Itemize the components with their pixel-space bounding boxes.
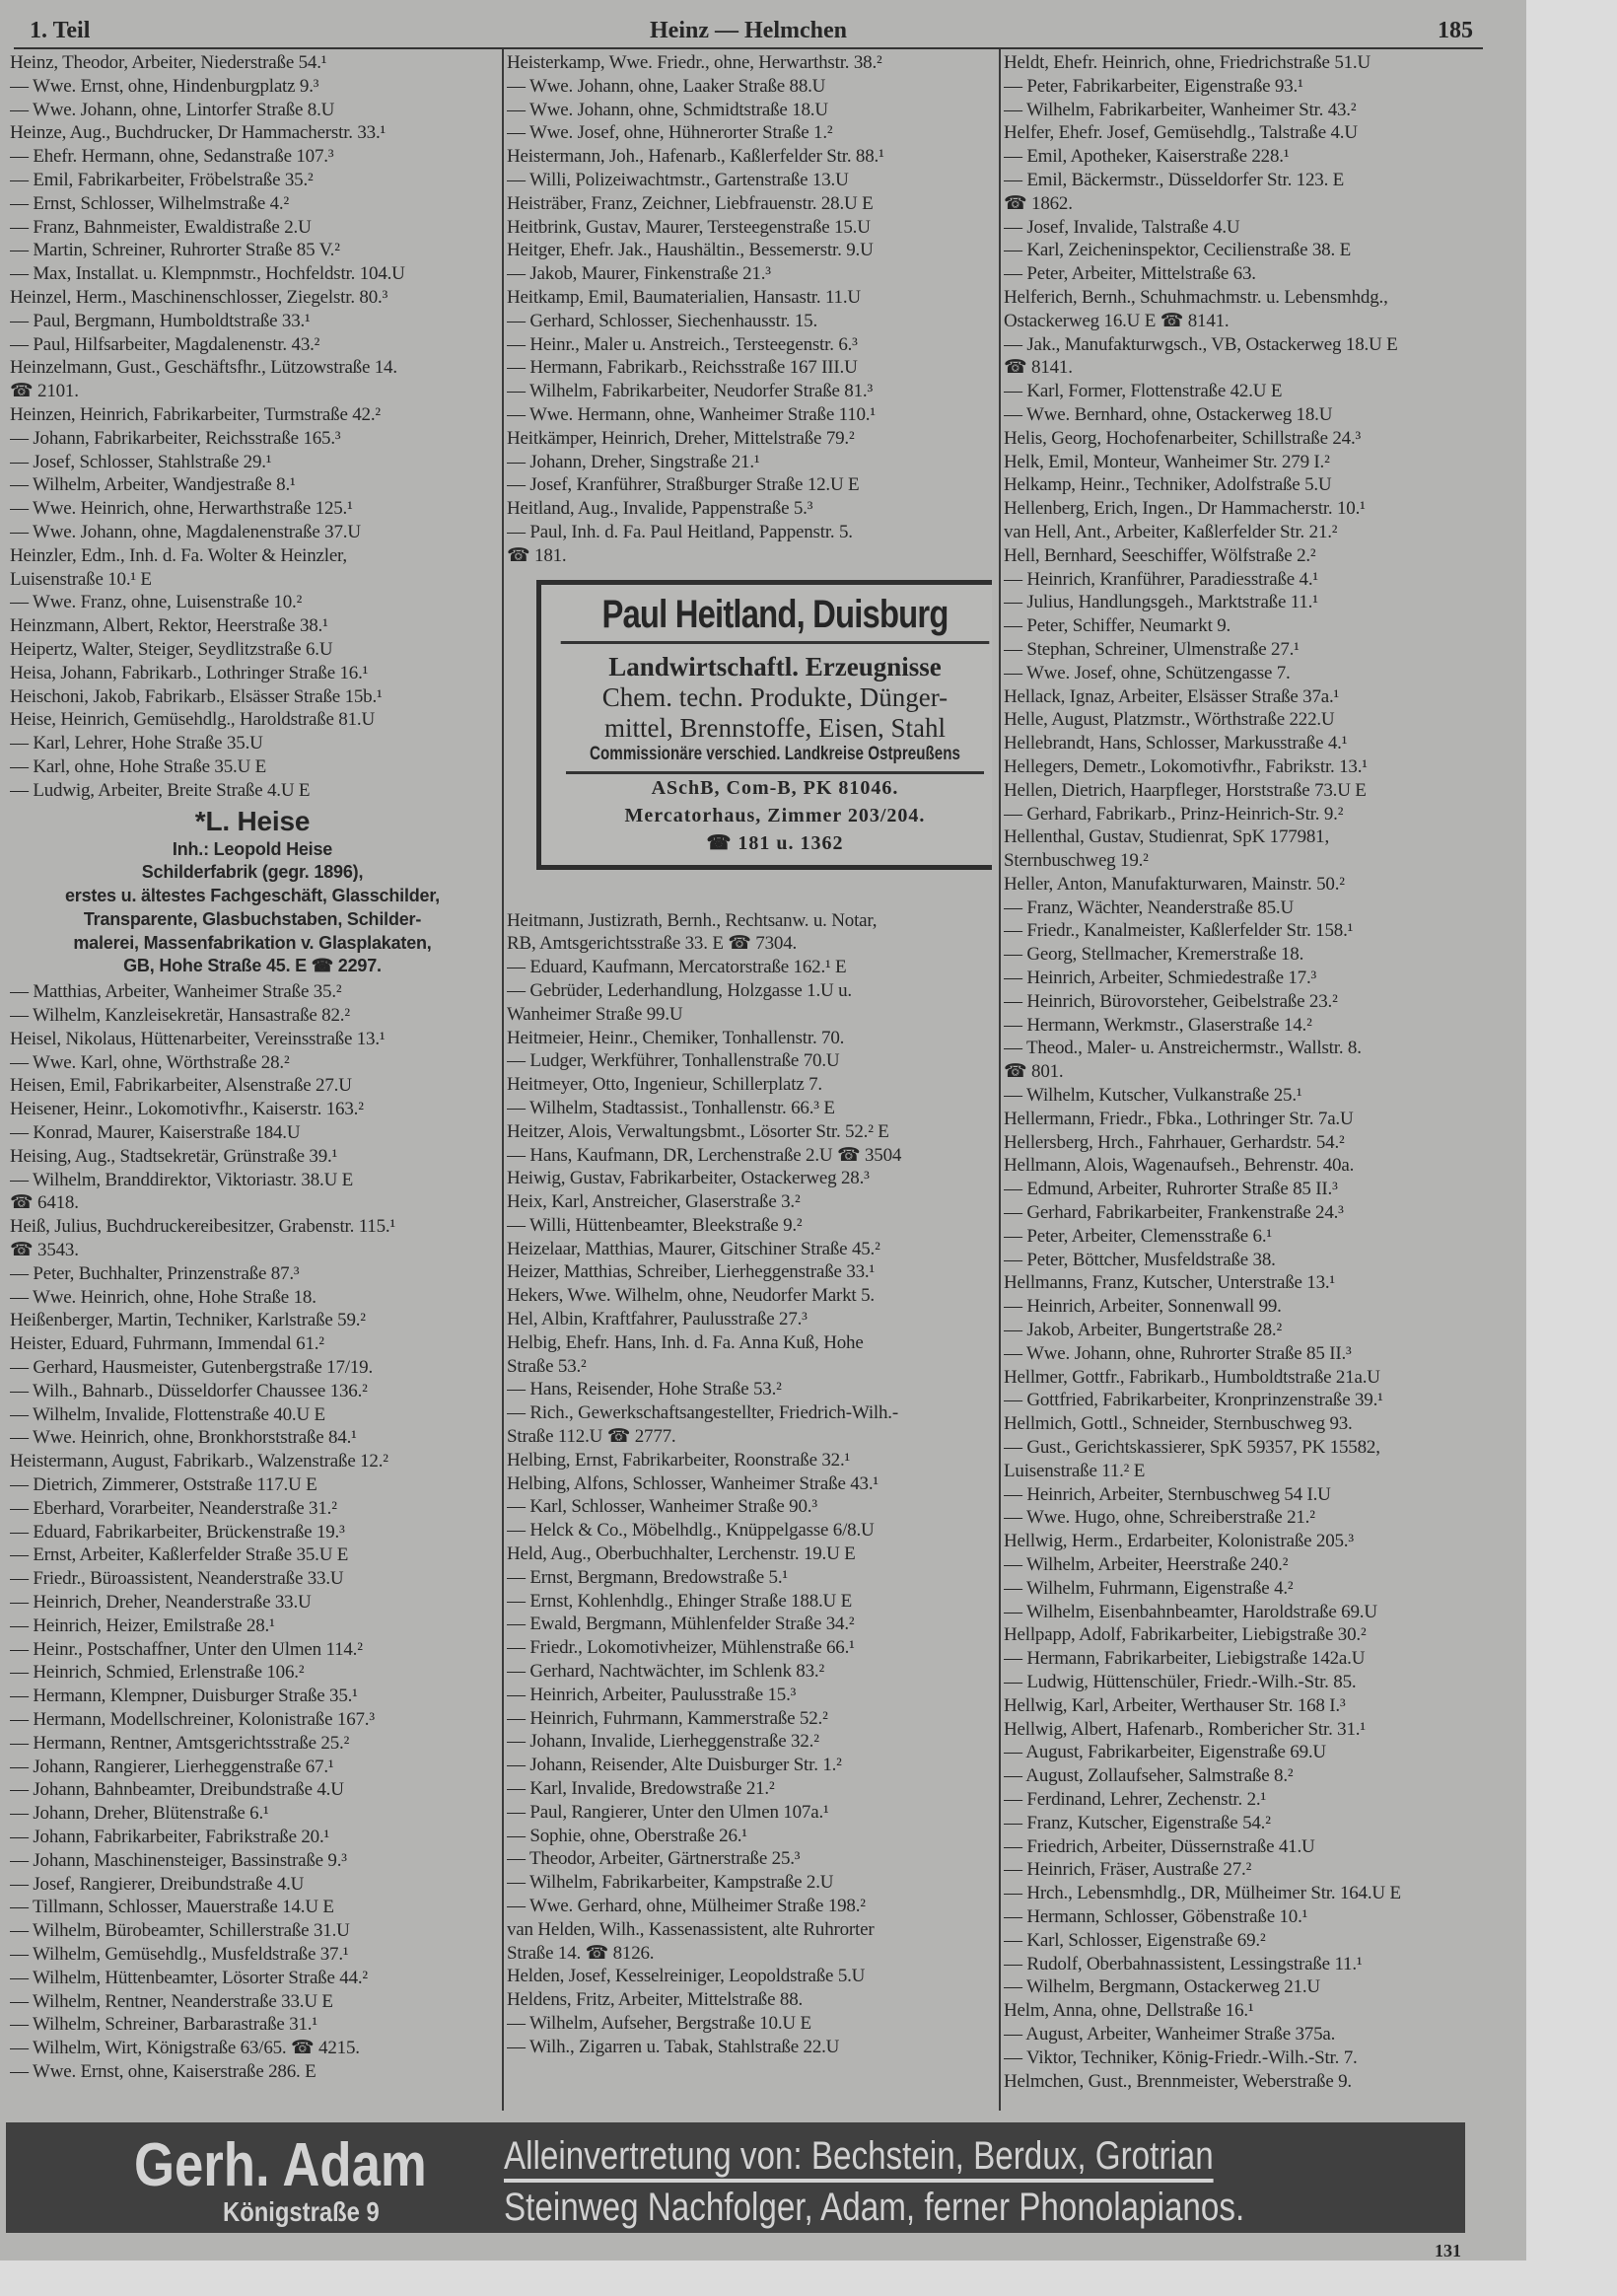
directory-entry-line: ☎ 181. (507, 544, 567, 566)
part-label: 1. Teil (30, 18, 91, 43)
directory-entry-line: Hellwig, Albert, Hafenarb., Rombericher Str. 31.¹ (1004, 1718, 1366, 1740)
directory-entry-line: Heitkämper, Heinrich, Dreher, Mittelstraße 79.² (507, 427, 855, 449)
directory-entry-line: — Emil, Fabrikarbeiter, Fröbelstraße 35.² (10, 169, 314, 190)
directory-entry-line: Hell, Bernhard, Seeschiffer, Wölfstraße 2.² (1004, 544, 1316, 566)
directory-entry-line: Helden, Josef, Kesselreiniger, Leopoldstraße 5.U (507, 1966, 866, 1987)
directory-entry-line: — Heinrich, Arbeiter, Sonnenwall 99. (1004, 1296, 1282, 1318)
directory-entry-line: — Wilhelm, Hüttenbeamter, Lösorter Straße 44.² (10, 1967, 368, 1988)
directory-entry-line: Hellwig, Karl, Arbeiter, Werthauser Str. 168 I.³ (1004, 1694, 1346, 1716)
directory-entry-line: — Gust., Gerichtskassierer, SpK 59357, PK 15582, (1004, 1437, 1380, 1459)
directory-entry-line: Heisel, Nikolaus, Hüttenarbeiter, Vereinsstraße 13.¹ (10, 1028, 386, 1049)
ad-line: Chem. techn. Produkte, Dünger- (601, 682, 949, 712)
directory-entry-line: Heisträber, Franz, Zeichner, Liebfrauenstr. 28.U E (507, 192, 874, 214)
directory-entry-line: — Paul, Rangierer, Unter den Ulmen 107a.¹ (507, 1801, 829, 1823)
directory-entry-line: Heinze, Aug., Buchdrucker, Dr Hammacherstr. 33.¹ (10, 122, 387, 144)
directory-entry-line: Heizer, Matthias, Schreiber, Lierheggenstraße 33.¹ (507, 1261, 875, 1283)
directory-entry-line: Heinz, Theodor, Arbeiter, Niederstraße 54.¹ (10, 52, 327, 73)
directory-entry-line: — Peter, Arbeiter, Clemensstraße 6.¹ (1004, 1225, 1272, 1247)
directory-entry-line: Heischoni, Jakob, Fabrikarb., Elsässer Straße 15b.¹ (10, 685, 383, 707)
directory-entry-line: — Wilhelm, Fuhrmann, Eigenstraße 4.² (1004, 1577, 1294, 1599)
directory-entry-line: — Peter, Arbeiter, Mittelstraße 63. (1004, 263, 1256, 285)
directory-entry-line: Helbig, Ehefr. Hans, Inh. d. Fa. Anna Kuß, Hohe (507, 1331, 864, 1353)
directory-entry-line: — Hermann, Werkmstr., Glaserstraße 14.² (1004, 1014, 1312, 1036)
ad-line: Steinweg Nachfolger, Adam, ferner Phonolapianos. (504, 2186, 1245, 2229)
directory-entry-line: — Hermann, Fabrikarbeiter, Liebigstraße 142a.U (1004, 1648, 1366, 1670)
directory-entry-line: Hellegers, Demetr., Lokomotivfhr., Fabrikstr. 13.¹ (1004, 755, 1368, 777)
directory-entry-line: — Wilhelm, Fabrikarbeiter, Kampstraße 2.U (507, 1872, 834, 1894)
directory-entry-line: — Emil, Apotheker, Kaiserstraße 228.¹ (1004, 146, 1290, 168)
column-divider (502, 49, 504, 2111)
directory-entry-line: — Willi, Polizeiwachtmstr., Gartenstraße 13.U (507, 169, 849, 190)
directory-entry-line: — Wilhelm, Gemüsehdlg., Musfeldstraße 37.¹ (10, 1943, 349, 1965)
directory-entry-line: — Heinrich, Arbeiter, Schmiedestraße 17.³ (1004, 968, 1316, 989)
directory-entry-line: Hellebrandt, Hans, Schlosser, Markusstraße 4.¹ (1004, 733, 1348, 754)
directory-entry-line: — Paul, Hilfsarbeiter, Magdalenenstr. 43.² (10, 333, 320, 355)
directory-entry-line: — August, Arbeiter, Wanheimer Straße 375a. (1004, 2023, 1336, 2045)
directory-entry-line: Helis, Georg, Hochofenarbeiter, Schillstraße 24.³ (1004, 427, 1362, 449)
directory-entry-line: — Josef, Kranführer, Straßburger Straße 12.U E (507, 474, 860, 496)
directory-entry-line: — Wilhelm, Invalide, Flottenstraße 40.U E (10, 1403, 325, 1425)
directory-entry-line: — Martin, Schreiner, Ruhrorter Straße 85 V.² (10, 240, 340, 261)
directory-entry-line: — Wwe. Bernhard, ohne, Ostackerweg 18.U (1004, 403, 1333, 425)
directory-entry-line: — Wwe. Hugo, ohne, Schreiberstraße 21.² (1004, 1507, 1315, 1529)
directory-entry-line: Helfer, Ehefr. Josef, Gemüsehdlg., Talstraße 4.U (1004, 122, 1358, 144)
directory-entry-line: Helferich, Bernh., Schuhmachmstr. u. Lebensmhdg., (1004, 286, 1388, 308)
directory-entry-line: — Wilhelm, Aufseher, Bergstraße 10.U E (507, 2012, 811, 2034)
directory-entry-line: van Helden, Wilh., Kassenassistent, alte Ruhrorter (507, 1918, 875, 1940)
directory-entry-line: Heldens, Fritz, Arbeiter, Mittelstraße 88. (507, 1989, 804, 2011)
directory-entry-line: Schilderfabrik (gegr. 1896), (141, 862, 364, 883)
directory-entry-line: — Wilhelm, Arbeiter, Heerstraße 240.² (1004, 1554, 1289, 1575)
directory-entry-line: — Johann, Dreher, Singstraße 21.¹ (507, 451, 760, 472)
directory-entry-line: ☎ 1862. (1004, 192, 1073, 214)
directory-entry-line: — Wwe. Gerhard, ohne, Mülheimer Straße 198.² (507, 1896, 866, 1916)
directory-entry-line: — Heinrich, Bürovorsteher, Geibelstraße 23.² (1004, 990, 1338, 1012)
directory-entry-line: GB, Hohe Straße 45. E ☎ 2297. (123, 956, 382, 976)
directory-entry-line: — Hermann, Klempner, Duisburger Straße 35.¹ (10, 1686, 358, 1707)
directory-entry-line: Heising, Aug., Stadtsekretär, Grünstraße 39.¹ (10, 1145, 338, 1167)
directory-entry-line: Hellmanns, Franz, Kutscher, Unterstraße 13.¹ (1004, 1272, 1335, 1294)
directory-entry-line: — Karl, Zeicheninspektor, Cecilienstraße 38. E (1004, 240, 1351, 261)
directory-entry-line: — Gebrüder, Lederhandlung, Holzgasse 1.U u. (507, 979, 852, 1001)
directory-entry-line: — Eduard, Fabrikarbeiter, Brückenstraße 19.³ (10, 1521, 345, 1543)
directory-entry-line: Heinzen, Heinrich, Fabrikarbeiter, Turmstraße 42.² (10, 403, 381, 425)
ad-line: Alleinvertretung von: Bechstein, Berdux, Grotrian (504, 2134, 1214, 2183)
directory-entry-line: — Wwe. Johann, ohne, Laaker Straße 88.U (507, 75, 826, 97)
directory-entry-line: — Heinr., Postschaffner, Unter den Ulmen 114.² (10, 1638, 363, 1660)
directory-entry-line: — Wilhelm, Fabrikarbeiter, Wanheimer Str. 43.² (1004, 99, 1357, 120)
directory-entry-line: — Paul, Inh. d. Fa. Paul Heitland, Pappenstr. 5. (507, 521, 853, 542)
directory-entry-line: — Franz, Wächter, Neanderstraße 85.U (1004, 897, 1294, 918)
directory-entry-line: Helk, Emil, Monteur, Wanheimer Str. 279 I.² (1004, 451, 1330, 472)
directory-entry-line: Hellack, Ignaz, Arbeiter, Elsässer Straße 37a.¹ (1004, 685, 1340, 707)
directory-entry-line: — Heinrich, Heizer, Emilstraße 28.¹ (10, 1614, 275, 1636)
directory-entry-line: — Hermann, Rentner, Amtsgerichtsstraße 25.² (10, 1732, 350, 1754)
directory-entry-line: — Wwe. Josef, ohne, Schützengasse 7. (1004, 662, 1291, 683)
directory-entry-line: — Johann, Dreher, Blütenstraße 6.¹ (10, 1803, 269, 1825)
directory-entry-line: — Karl, Former, Flottenstraße 42.U E (1004, 381, 1283, 402)
directory-entry-line: — Josef, Invalide, Talstraße 4.U (1004, 216, 1240, 238)
directory-entry-line: — Wwe. Franz, ohne, Luisenstraße 10.² (10, 592, 303, 613)
directory-entry-line: — Gerhard, Schlosser, Siechenhausstr. 15. (507, 310, 818, 331)
directory-entry-line: — Wilhelm, Kutscher, Vulkanstraße 25.¹ (1004, 1085, 1302, 1107)
directory-entry-line: — Wilhelm, Rentner, Neanderstraße 33.U E (10, 1990, 333, 2012)
directory-entry-line: ☎ 8141. (1004, 357, 1073, 379)
ad-line: ASchB, Com-B, PK 81046. (651, 776, 899, 799)
directory-entry-line: Heller, Anton, Manufakturwaren, Mainstr. 50.² (1004, 873, 1345, 895)
directory-entry-line: Heiwig, Gustav, Fabrikarbeiter, Ostackerweg 28.³ (507, 1168, 870, 1189)
directory-entry-line: — Karl, Schlosser, Wanheimer Straße 90.³ (507, 1496, 817, 1518)
directory-entry-line: Heitger, Ehefr. Jak., Haushältin., Bessemerstr. 9.U (507, 240, 874, 261)
directory-entry-line: Hellmann, Alois, Wagenaufseh., Behrenstr. 40a. (1004, 1155, 1355, 1177)
page-number: 185 (1438, 18, 1473, 43)
directory-entry-line: — Georg, Stellmacher, Kremerstraße 18. (1004, 944, 1304, 966)
column-1 (10, 51, 495, 2084)
directory-entry-line: Hellenthal, Gustav, Studienrat, SpK 177981, (1004, 826, 1330, 848)
directory-entry-line: — Wwe. Hermann, ohne, Wanheimer Straße 110.¹ (507, 403, 876, 425)
directory-entry-line: Helm, Anna, ohne, Dellstraße 16.¹ (1004, 2000, 1254, 2022)
directory-entry-line: — Johann, Fabrikarbeiter, Fabrikstraße 20.¹ (10, 1826, 330, 1847)
directory-entry-line: — Gerhard, Fabrikarbeiter, Frankenstraße 24.³ (1004, 1202, 1344, 1224)
directory-entry-line: ☎ 801. (1004, 1061, 1064, 1083)
directory-entry-line: — Wwe. Johann, ohne, Schmidtstraße 18.U (507, 99, 828, 120)
directory-entry-line: — Wilhelm, Wirt, Königstraße 63/65. ☎ 4215. (10, 2038, 360, 2059)
directory-entry-line: *L. Heise (194, 805, 311, 836)
directory-entry-line: Heistermann, August, Fabrikarb., Walzenstraße 12.² (10, 1451, 388, 1472)
directory-entry-line: — Jakob, Arbeiter, Bungertstraße 28.² (1004, 1320, 1282, 1341)
directory-entry-line: — Edmund, Arbeiter, Ruhrorter Straße 85 II.³ (1004, 1179, 1338, 1200)
directory-entry-line: — Franz, Kutscher, Eigenstraße 54.² (1004, 1812, 1271, 1833)
directory-entry-line: Heinzelmann, Gust., Geschäftsfhr., Lützowstraße 14. (10, 357, 397, 379)
ad-company-name: Gerh. Adam (134, 2131, 427, 2199)
heitland-advertisement (536, 580, 992, 870)
directory-entry-line: — Wwe. Karl, ohne, Wörthstraße 28.² (10, 1051, 290, 1073)
directory-entry-line: — Wwe. Heinrich, ohne, Bronkhorststraße 84.¹ (10, 1427, 357, 1449)
directory-entry-line: Heise, Heinrich, Gemüsehdlg., Haroldstraße 81.U (10, 709, 375, 731)
directory-entry-line: — Heinrich, Arbeiter, Paulusstraße 15.³ (507, 1684, 797, 1705)
directory-entry-line: Straße 53.² (507, 1355, 587, 1377)
directory-entry-line: Heitbrink, Gustav, Maurer, Tersteegenstraße 15.U (507, 216, 871, 238)
directory-entry-line: — Wilhelm, Branddirektor, Viktoriastr. 38.U E (10, 1169, 354, 1190)
directory-entry-line: — Heinrich, Dreher, Neanderstraße 33.U (10, 1592, 312, 1613)
directory-entry-line: Heinzel, Herm., Maschinenschlosser, Ziegelstr. 80.³ (10, 286, 388, 308)
directory-entry-line: — Franz, Bahnmeister, Ewaldistraße 2.U (10, 216, 312, 238)
directory-entry-line: — Ludwig, Hüttenschüler, Friedr.-Wilh.-Str. 85. (1004, 1671, 1357, 1692)
directory-entry-line: — Karl, Lehrer, Hohe Straße 35.U (10, 733, 263, 754)
directory-entry-line: — Karl, ohne, Hohe Straße 35.U E (10, 755, 267, 777)
directory-entry-line: — Johann, Invalide, Lierheggenstraße 32.² (507, 1731, 819, 1753)
directory-entry-line: — Ernst, Bergmann, Bredowstraße 5.¹ (507, 1566, 788, 1588)
directory-entry-line: — Ludwig, Arbeiter, Breite Straße 4.U E (10, 779, 311, 801)
directory-entry-line: — Wilhelm, Bürobeamter, Schillerstraße 31.U (10, 1920, 350, 1942)
directory-entry-line: Hellermann, Friedr., Fbka., Lothringer Str. 7a.U (1004, 1108, 1354, 1129)
directory-entry-line: — Heinrich, Arbeiter, Sternbuschweg 54 I.U (1004, 1483, 1331, 1505)
directory-entry-line: Heizelaar, Matthias, Maurer, Gitschiner Straße 45.² (507, 1238, 880, 1259)
directory-entry-line: — Wilhelm, Eisenbahnbeamter, Haroldstraße 69.U (1004, 1601, 1377, 1622)
ad-phone: ☎ 181 u. 1362 (706, 831, 844, 854)
name-range: Heinz — Helmchen (650, 18, 847, 43)
directory-entry-line: — Hermann, Fabrikarb., Reichsstraße 167 III.U (507, 357, 858, 379)
directory-entry-line: Heitmeier, Heinr., Chemiker, Tonhallenstr. 70. (507, 1027, 845, 1048)
directory-entry-line: — Wilh., Zigarren u. Tabak, Stahlstraße 22.U (507, 2036, 840, 2057)
adam-advertisement (6, 2122, 1465, 2233)
directory-entry-line: — Josef, Schlosser, Stahlstraße 29.¹ (10, 451, 272, 472)
page-header (14, 14, 1483, 49)
directory-entry-line: — Theodor, Arbeiter, Gärtnerstraße 25.³ (507, 1848, 801, 1870)
directory-entry-line: — Ferdinand, Lehrer, Zechenstr. 2.¹ (1004, 1788, 1266, 1810)
directory-entry-line: — Konrad, Maurer, Kaiserstraße 184.U (10, 1122, 301, 1144)
directory-entry-line: Hellwig, Herm., Erdarbeiter, Kolonistraße 205.³ (1004, 1531, 1354, 1552)
directory-entry-line: — Theod., Maler- u. Anstreichermstr., Wallstr. 8. (1004, 1038, 1362, 1059)
directory-entry-line: — Ernst, Schlosser, Wilhelmstraße 4.² (10, 192, 289, 214)
directory-entry-line: — Rudolf, Oberbahnassistent, Lessingstraße 11.¹ (1004, 1953, 1363, 1974)
directory-entry-line: — Ludger, Werkführer, Tonhallenstraße 70.U (507, 1050, 840, 1072)
directory-entry-line: — Hermann, Schlosser, Göbenstraße 10.¹ (1004, 1905, 1308, 1927)
directory-entry-line: Helbing, Ernst, Fabrikarbeiter, Roonstraße 32.¹ (507, 1449, 851, 1471)
directory-entry-line: van Hell, Ant., Arbeiter, Kaßlerfelder Str. 21.² (1004, 521, 1338, 542)
directory-entry-line: — Eberhard, Vorarbeiter, Neanderstraße 31.² (10, 1497, 337, 1519)
ad-line: Landwirtschaftl. Erzeugnisse (608, 651, 942, 682)
directory-entry-line: — Heinrich, Fuhrmann, Kammerstraße 52.² (507, 1707, 828, 1729)
directory-entry-line: — Peter, Buchhalter, Prinzenstraße 87.³ (10, 1262, 300, 1284)
directory-entry-line: Heldt, Ehefr. Heinrich, ohne, Friedrichstraße 51.U (1004, 52, 1371, 73)
directory-entry-line: Helkamp, Heinr., Techniker, Adolfstraße 5.U (1004, 474, 1332, 496)
directory-entry-line: — Wilhelm, Arbeiter, Wandjestraße 8.¹ (10, 474, 296, 496)
directory-entry-line: — Peter, Böttcher, Musfeldstraße 38. (1004, 1249, 1276, 1270)
directory-entry-line: — Heinrich, Kranführer, Paradiesstraße 4.¹ (1004, 568, 1318, 590)
directory-entry-line: — Heinrich, Schmied, Erlenstraße 106.² (10, 1662, 305, 1684)
directory-entry-line: — Hrch., Lebensmhdlg., DR, Mülheimer Str. 164.U E (1004, 1883, 1401, 1904)
directory-entry-line: — Willi, Hüttenbeamter, Bleekstraße 9.² (507, 1214, 803, 1236)
directory-entry-line: — Karl, Invalide, Bredowstraße 21.² (507, 1778, 775, 1800)
directory-entry-line: Hellpapp, Adolf, Fabrikarbeiter, Liebigstraße 30.² (1004, 1624, 1367, 1646)
column-divider (999, 49, 1001, 2111)
directory-entry-line: Heinzler, Edm., Inh. d. Fa. Wolter & Heinzler, (10, 544, 347, 566)
directory-entry-line: — Hans, Kaufmann, DR, Lerchenstraße 2.U ☎ 3504 (507, 1144, 902, 1166)
ad-title: Paul Heitland, Duisburg (561, 593, 990, 644)
directory-entry-line: Transparente, Glasbuchstaben, Schilder- (83, 908, 422, 929)
directory-entry-line: — Eduard, Kaufmann, Mercatorstraße 162.¹ E (507, 957, 847, 978)
directory-entry-line: — Johann, Maschinensteiger, Bassinstraße 9.³ (10, 1849, 347, 1871)
directory-entry-line: Heitzer, Alois, Verwaltungsbmt., Lösorter Str. 52.² E (507, 1120, 889, 1142)
directory-entry-line: — Wilhelm, Bergmann, Ostackerweg 21.U (1004, 1976, 1320, 1998)
directory-entry-line: Ostackerweg 16.U E ☎ 8141. (1004, 310, 1230, 331)
directory-entry-line: Hel, Albin, Kraftfahrer, Paulusstraße 27.³ (507, 1309, 808, 1330)
directory-entry-line: Heisa, Johann, Fabrikarb., Lothringer Straße 16.¹ (10, 662, 369, 683)
directory-entry-line: — Johann, Fabrikarbeiter, Reichsstraße 165.³ (10, 427, 341, 449)
directory-entry-line: — Heinrich, Fräser, Austraße 27.² (1004, 1859, 1252, 1881)
directory-entry-line: — Wwe. Ernst, ohne, Hindenburgplatz 9.³ (10, 75, 319, 97)
directory-entry-line: ☎ 6418. (10, 1192, 79, 1214)
directory-entry-line: — Wwe. Johann, ohne, Magdalenenstraße 37.U (10, 521, 361, 542)
directory-entry-line: Heistermann, Joh., Hafenarb., Kaßlerfelder Str. 88.¹ (507, 146, 884, 168)
directory-entry-line: erstes u. ältestes Fachgeschäft, Glasschilder, (65, 886, 440, 906)
directory-entry-line: Inh.: Leopold Heise (172, 838, 333, 859)
directory-entry-line: — Wwe. Heinrich, ohne, Herwarthstraße 125.¹ (10, 498, 353, 520)
directory-entry-line: Heisterkamp, Wwe. Friedr., ohne, Herwarthstr. 38.² (507, 52, 882, 73)
directory-entry-line: — Peter, Schiffer, Neumarkt 9. (1004, 615, 1231, 637)
directory-entry-line: Heitmeyer, Otto, Ingenieur, Schillerplatz 7. (507, 1074, 822, 1096)
ad-line: Mercatorhaus, Zimmer 203/204. (624, 804, 926, 826)
directory-entry-line: — Hans, Reisender, Hohe Straße 53.² (507, 1379, 782, 1400)
directory-entry-line: Heipertz, Walter, Steiger, Seydlitzstraße 6.U (10, 638, 333, 660)
directory-entry-line: — Johann, Bahnbeamter, Dreibundstraße 4.U (10, 1779, 344, 1801)
directory-entry-line: Heiß, Julius, Buchdruckereibesitzer, Grabenstr. 115.¹ (10, 1216, 395, 1238)
directory-entry-line: Luisenstraße 10.¹ E (10, 568, 152, 590)
directory-entry-line: RB, Amtsgerichtsstraße 33. E ☎ 7304. (507, 933, 798, 955)
directory-entry-line: — Wwe. Johann, ohne, Lintorfer Straße 8.U (10, 99, 335, 120)
directory-entry-line: — Wwe. Johann, ohne, Ruhrorter Straße 85 II.³ (1004, 1342, 1352, 1364)
column-2 (507, 51, 992, 2059)
ad-street: Königstraße 9 (223, 2196, 380, 2227)
ad-line: Commissionäre verschied. Landkreise Ostpreußens (566, 744, 984, 774)
directory-entry-line: — Friedr., Lokomotivheizer, Mühlenstraße 66.¹ (507, 1637, 855, 1659)
directory-entry-line: Held, Aug., Oberbuchhalter, Lerchenstr. 19.U E (507, 1543, 856, 1565)
directory-entry-line: Heix, Karl, Anstreicher, Glaserstraße 3.² (507, 1191, 801, 1213)
directory-entry-line: Hellenberg, Erich, Ingen., Dr Hammacherstr. 10.¹ (1004, 498, 1366, 520)
directory-entry-line: — Wilhelm, Fabrikarbeiter, Neudorfer Straße 81.³ (507, 381, 873, 402)
directory-entry-line: — Friedrich, Arbeiter, Düssernstraße 41.U (1004, 1835, 1315, 1857)
directory-entry-line: — Heinr., Maler u. Anstreich., Tersteegenstr. 6.³ (507, 333, 858, 355)
directory-entry-line: Heitland, Aug., Invalide, Pappenstraße 5.³ (507, 498, 813, 520)
directory-entry-line: Hellmer, Gottfr., Fabrikarb., Humboldtstraße 21a.U (1004, 1366, 1380, 1388)
printer-mark: 131 (1435, 2241, 1461, 2260)
directory-entry-line: — Wwe. Heinrich, ohne, Hohe Straße 18. (10, 1286, 316, 1308)
directory-entry-line: — Karl, Schlosser, Eigenstraße 69.² (1004, 1929, 1266, 1951)
directory-entry-line: Heinzmann, Albert, Rektor, Heerstraße 38.¹ (10, 615, 328, 637)
directory-entry-line: Straße 112.U ☎ 2777. (507, 1426, 676, 1448)
directory-entry-line: — Friedr., Kanalmeister, Kaßlerfelder Str. 158.¹ (1004, 920, 1354, 942)
directory-entry-line: Hellen, Dietrich, Haarpfleger, Horststraße 73.U E (1004, 779, 1367, 801)
directory-entry-line: — Julius, Handlungsgeh., Marktstraße 11.¹ (1004, 592, 1318, 613)
directory-entry-line: — Ehefr. Hermann, ohne, Sedanstraße 107.³ (10, 146, 334, 168)
directory-entry-line: — Gerhard, Fabrikarb., Prinz-Heinrich-Str. 9.² (1004, 803, 1344, 825)
directory-entry-line: Hekers, Wwe. Wilhelm, ohne, Neudorfer Markt 5. (507, 1285, 875, 1307)
directory-entry-line: — Helck & Co., Möbelhdlg., Knüppelgasse 6/8.U (507, 1520, 875, 1542)
directory-entry-line: Heisen, Emil, Fabrikarbeiter, Alsenstraße 27.U (10, 1075, 352, 1097)
directory-entry-line: — Max, Installat. u. Klempnmstr., Hochfeldstr. 104.U (10, 263, 405, 285)
heise-advertisement (10, 805, 495, 979)
directory-entry-line: — Tillmann, Schlosser, Mauerstraße 14.U E (10, 1897, 334, 1918)
directory-entry-line: Heisener, Heinr., Lokomotivfhr., Kaiserstr. 163.² (10, 1099, 364, 1120)
ad-line: mittel, Brennstoffe, Eisen, Stahl (604, 712, 946, 743)
directory-entry-line: Sternbuschweg 19.² (1004, 850, 1149, 872)
directory-entry-line: Helmchen, Gust., Brennmeister, Weberstraße 9. (1004, 2070, 1352, 2092)
directory-entry-line: — Hermann, Modellschreiner, Kolonistraße 167.³ (10, 1708, 375, 1730)
directory-entry-line: Heitmann, Justizrath, Bernh., Rechtsanw. u. Notar, (507, 909, 878, 931)
directory-entry-line: Heißenberger, Martin, Techniker, Karlstraße 59.² (10, 1310, 366, 1331)
directory-entry-line: Helbing, Alfons, Schlosser, Wanheimer Straße 43.¹ (507, 1472, 879, 1494)
directory-entry-line: — Peter, Fabrikarbeiter, Eigenstraße 93.¹ (1004, 75, 1303, 97)
directory-entry-line: — Friedr., Büroassistent, Neanderstraße 33.U (10, 1568, 344, 1590)
directory-entry-line: Helle, August, Platzmstr., Wörthstraße 222.U (1004, 709, 1335, 731)
directory-entry-line: — Wilhelm, Stadtassist., Tonhallenstr. 66.³ E (507, 1097, 835, 1118)
directory-entry-line: — Gerhard, Nachtwächter, im Schlenk 83.² (507, 1661, 824, 1683)
directory-entry-line: — August, Fabrikarbeiter, Eigenstraße 69.U (1004, 1742, 1326, 1763)
directory-entry-line: — Jak., Manufakturwgsch., VB, Ostackerweg 18.U E (1004, 333, 1398, 355)
directory-entry-line: Straße 14. ☎ 8126. (507, 1942, 655, 1964)
directory-entry-line: — Matthias, Arbeiter, Wanheimer Straße 35.² (10, 981, 342, 1003)
directory-entry-line: — Wilhelm, Kanzleisekretär, Hansastraße 82.² (10, 1005, 350, 1027)
directory-entry-line: — Viktor, Techniker, König-Friedr.-Wilh.-Str. 7. (1004, 2046, 1358, 2068)
directory-entry-line: — Josef, Rangierer, Dreibundstraße 4.U (10, 1873, 305, 1895)
directory-entry-line: ☎ 2101. (10, 381, 79, 402)
directory-entry-line: — Ewald, Bergmann, Mühlenfelder Straße 34.² (507, 1614, 855, 1635)
directory-entry-line: — Rich., Gewerkschaftsangestellter, Friedrich-Wilh.- (507, 1402, 898, 1424)
directory-entry-line: — Sophie, ohne, Oberstraße 26.¹ (507, 1825, 747, 1846)
directory-entry-line: Heister, Eduard, Fuhrmann, Immendal 61.² (10, 1333, 324, 1355)
directory-entry-line: Luisenstraße 11.² E (1004, 1460, 1146, 1481)
directory-entry-line: Wanheimer Straße 99.U (507, 1003, 683, 1025)
directory-entry-line: Heitkamp, Emil, Baumaterialien, Hansastr. 11.U (507, 286, 861, 308)
directory-entry-line: — Paul, Bergmann, Humboldtstraße 33.¹ (10, 310, 311, 331)
directory-entry-line: malerei, Massenfabrikation v. Glasplakaten, (73, 932, 432, 953)
directory-entry-line: — Johann, Reisender, Alte Duisburger Str. 1.² (507, 1755, 842, 1776)
directory-entry-line: Hellmich, Gottl., Schneider, Sternbuschweg 93. (1004, 1413, 1353, 1435)
column-3 (1004, 51, 1489, 2093)
directory-entry-line: — Stephan, Schreiner, Ulmenstraße 27.¹ (1004, 638, 1300, 660)
directory-entry-line: — Wilhelm, Schreiner, Barbarastraße 31.¹ (10, 2014, 317, 2036)
directory-entry-line: — Wwe. Ernst, ohne, Kaiserstraße 286. E (10, 2060, 316, 2082)
directory-entry-line: ☎ 3543. (10, 1240, 79, 1261)
directory-entry-line: — Dietrich, Zimmerer, Oststraße 117.U E (10, 1474, 317, 1496)
directory-entry-line: Hellersberg, Hrch., Fahrhauer, Gerhardstr. 54.² (1004, 1131, 1345, 1153)
directory-entry-line: — Wilh., Bahnarb., Düsseldorfer Chaussee 136.² (10, 1380, 368, 1401)
directory-entry-line: — Gerhard, Hausmeister, Gutenbergstraße 17/19. (10, 1357, 373, 1379)
directory-entry-line: — Ernst, Kohlenhdlg., Ehinger Straße 188.U E (507, 1590, 853, 1612)
directory-entry-line: — Emil, Bäckermstr., Düsseldorfer Str. 123. E (1004, 169, 1345, 190)
directory-entry-line: — Ernst, Arbeiter, Kaßlerfelder Straße 35.U E (10, 1544, 349, 1566)
directory-entry-line: — Johann, Rangierer, Lierheggenstraße 67.¹ (10, 1756, 334, 1777)
directory-entry-line: — Jakob, Maurer, Finkenstraße 21.³ (507, 263, 771, 285)
directory-entry-line: — Gottfried, Fabrikarbeiter, Kronprinzenstraße 39.¹ (1004, 1390, 1383, 1411)
directory-entry-line: — Wwe. Josef, ohne, Hühnerorter Straße 1.² (507, 122, 833, 144)
directory-entry-line: — August, Zollaufseher, Salmstraße 8.² (1004, 1765, 1294, 1787)
